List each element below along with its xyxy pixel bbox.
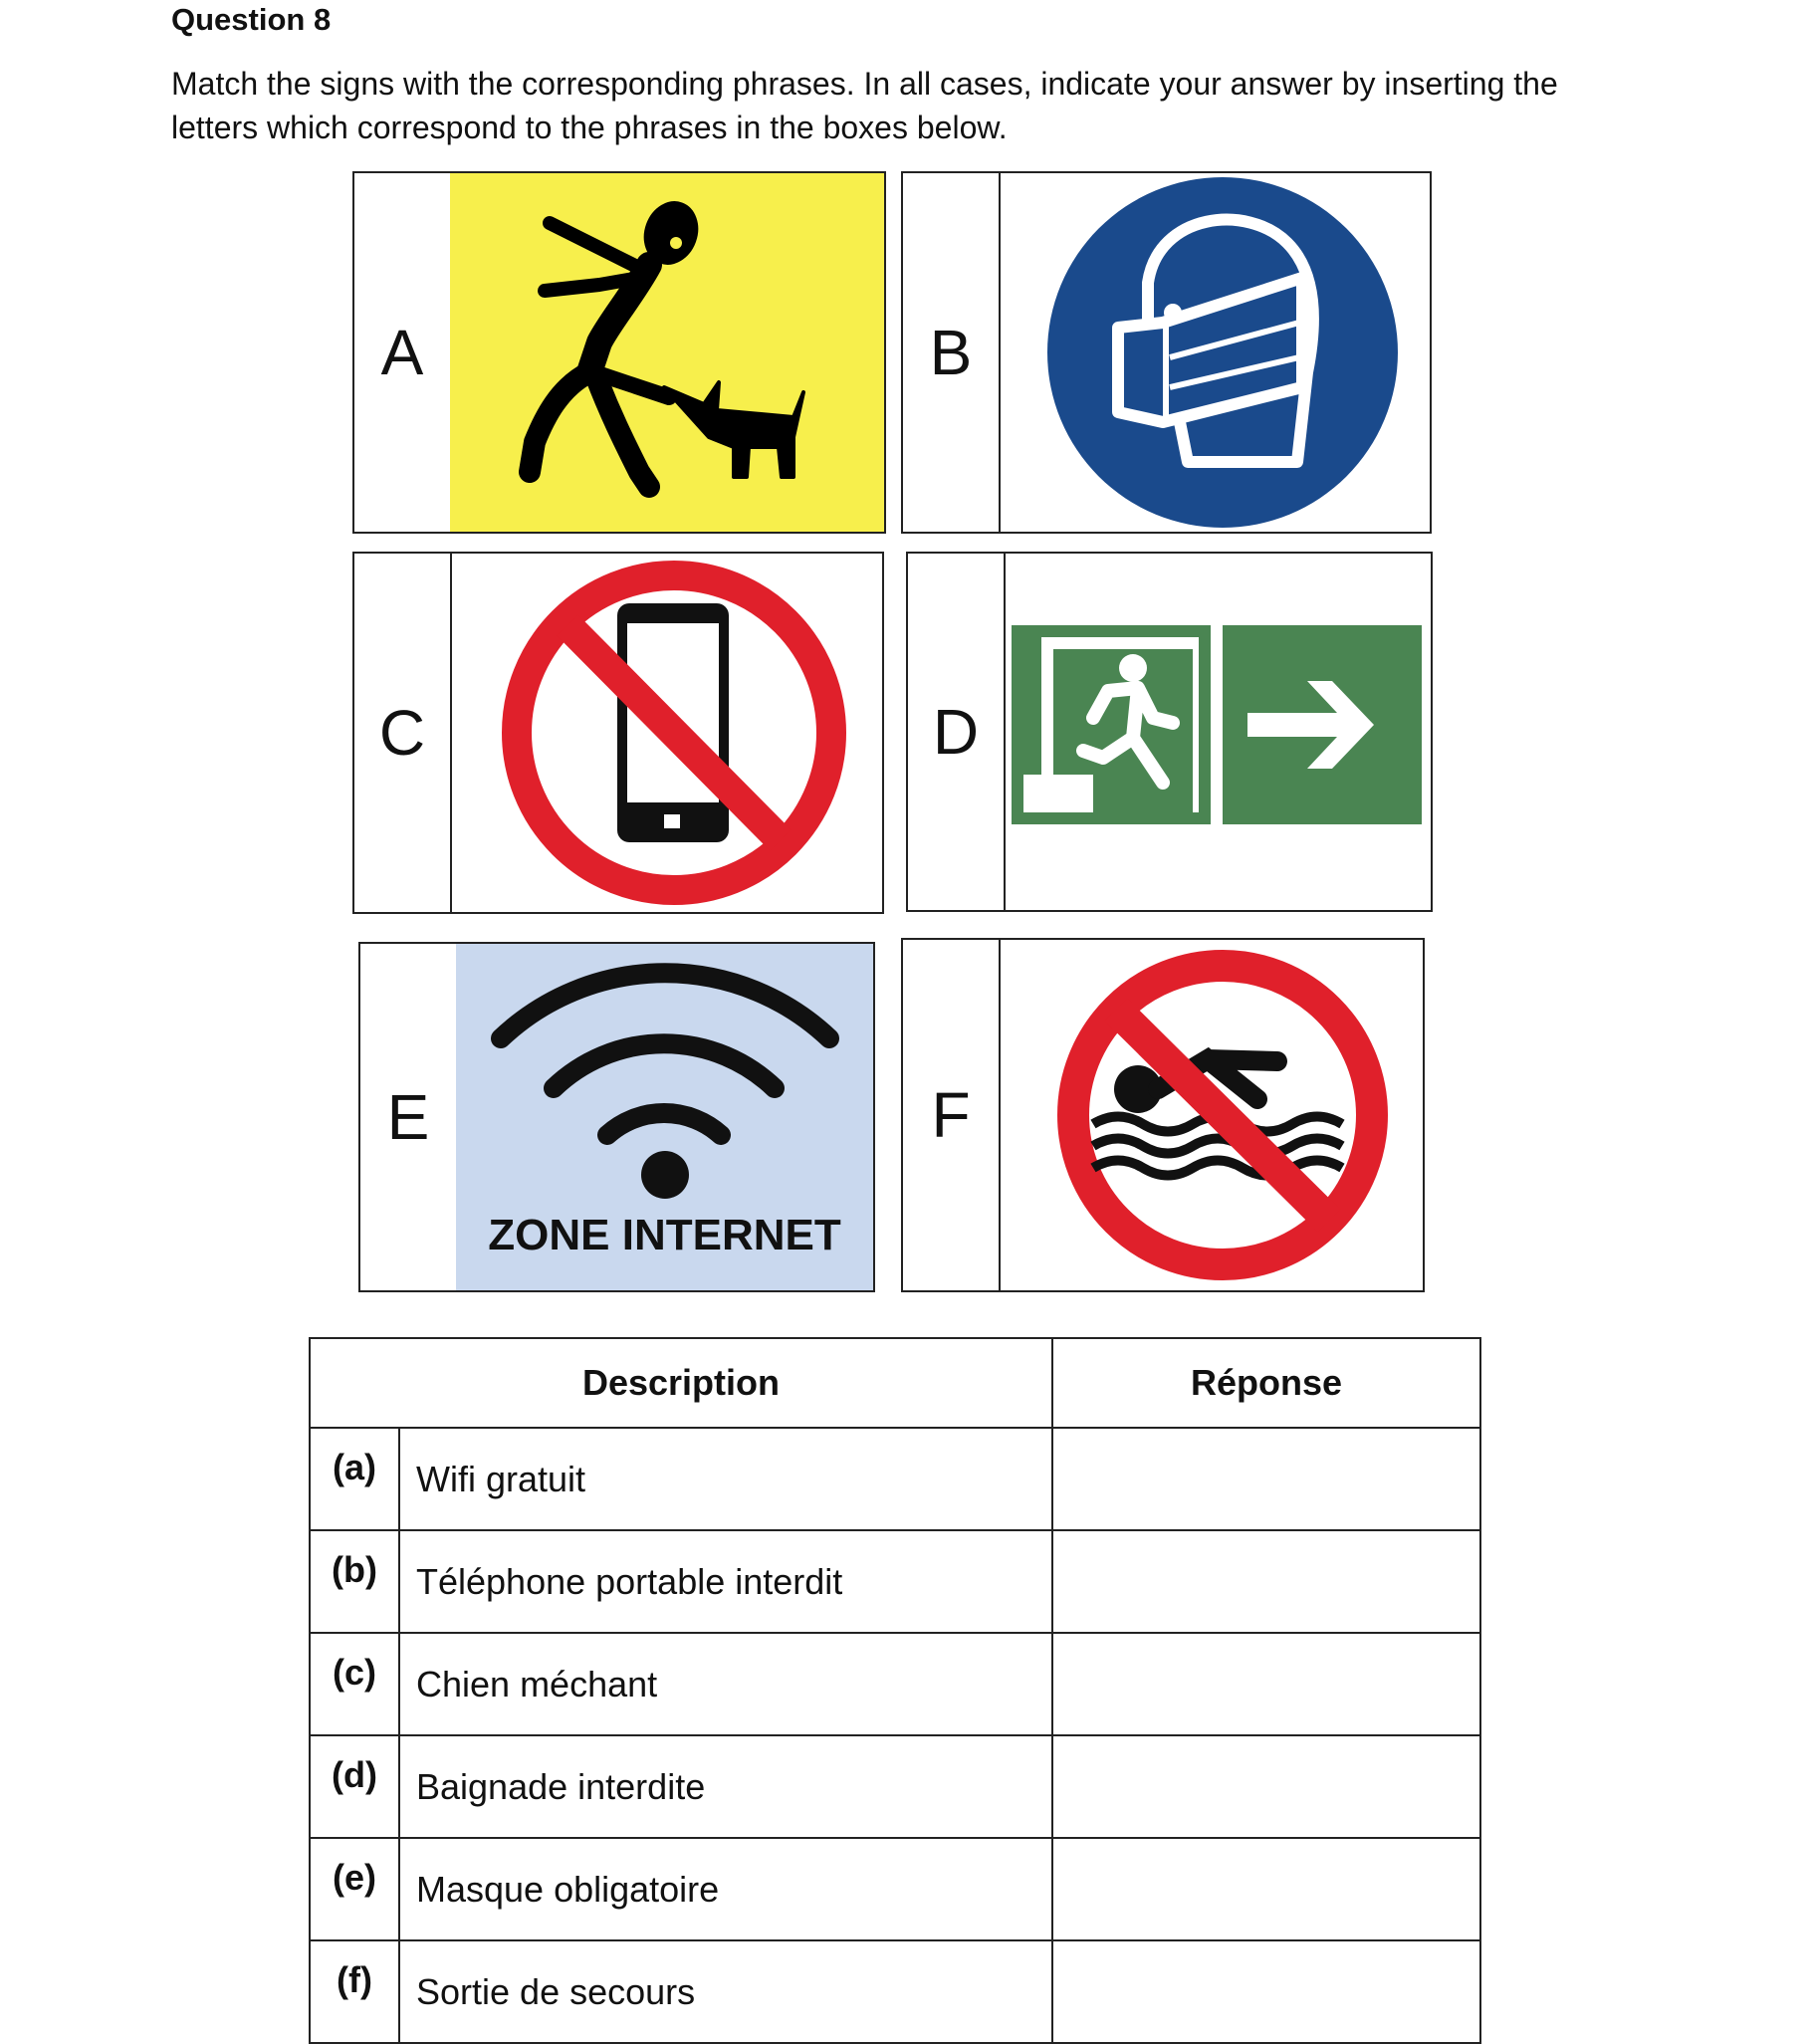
row-label: (e) xyxy=(310,1838,399,1940)
sign-letter: E xyxy=(360,944,458,1290)
table-row xyxy=(310,1428,1480,1530)
sign-letter: F xyxy=(903,940,1001,1290)
sign-c-box xyxy=(352,552,884,914)
row-label: (d) xyxy=(310,1735,399,1838)
row-label: (c) xyxy=(310,1633,399,1735)
sign-letter: C xyxy=(354,554,452,912)
row-description: Wifi gratuit xyxy=(399,1428,1052,1530)
answer-cell[interactable] xyxy=(1052,1940,1480,2043)
answer-table xyxy=(309,1337,1481,2044)
row-description: Téléphone portable interdit xyxy=(399,1530,1052,1633)
answer-cell[interactable] xyxy=(1052,1633,1480,1735)
sign-e-box xyxy=(358,942,875,1292)
answer-cell[interactable] xyxy=(1052,1530,1480,1633)
face-mask-icon xyxy=(999,173,1430,532)
row-description: Sortie de secours xyxy=(399,1940,1052,2043)
question-title: Question 8 xyxy=(171,2,332,37)
table-row xyxy=(310,1838,1480,1940)
sign-letter: D xyxy=(908,554,1006,910)
sign-f-box xyxy=(901,938,1425,1292)
table-row xyxy=(310,1633,1480,1735)
answer-header: Réponse xyxy=(1052,1338,1480,1428)
answer-cell[interactable] xyxy=(1052,1735,1480,1838)
answer-cell[interactable] xyxy=(1052,1838,1480,1940)
sign-a-box xyxy=(352,171,886,534)
wifi-icon xyxy=(456,944,873,1290)
row-label: (f) xyxy=(310,1940,399,2043)
row-label: (b) xyxy=(310,1530,399,1633)
row-description: Masque obligatoire xyxy=(399,1838,1052,1940)
sign-letter: A xyxy=(354,173,452,532)
instructions-text: Match the signs with the corresponding phrases. In all cases, indicate your answer by inserting the letters which correspond to the phrases in the boxes below. xyxy=(171,66,1558,145)
row-description: Chien méchant xyxy=(399,1633,1052,1735)
answer-cell[interactable] xyxy=(1052,1428,1480,1530)
zone-internet-caption: ZONE INTERNET xyxy=(488,1211,841,1259)
table-header-row xyxy=(310,1338,1480,1428)
row-description: Baignade interdite xyxy=(399,1735,1052,1838)
description-header: Description xyxy=(310,1338,1052,1428)
no-phone-icon xyxy=(450,554,882,912)
table-row xyxy=(310,1940,1480,2043)
sign-d-box xyxy=(906,552,1433,912)
dog-bite-warning-icon xyxy=(450,173,884,532)
sign-letter: B xyxy=(903,173,1001,532)
emergency-exit-icon xyxy=(1004,554,1431,910)
table-row xyxy=(310,1735,1480,1838)
no-swimming-icon xyxy=(999,940,1423,1290)
table-row xyxy=(310,1530,1480,1633)
row-label: (a) xyxy=(310,1428,399,1530)
sign-b-box xyxy=(901,171,1432,534)
